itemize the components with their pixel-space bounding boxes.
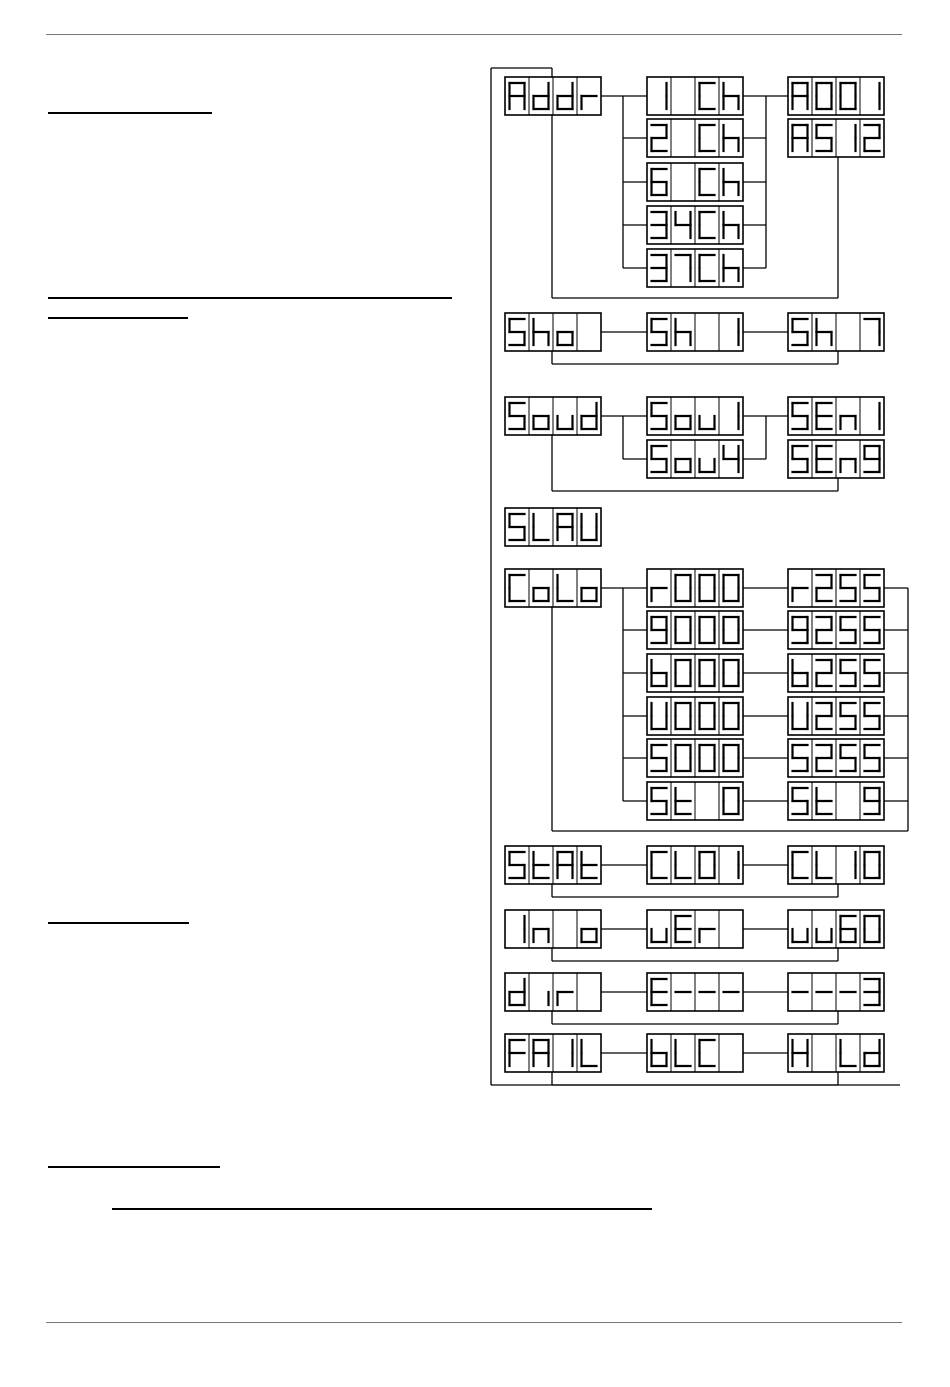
dir-value-0 <box>788 973 884 1011</box>
color-value-3 <box>788 697 884 735</box>
color-value-4 <box>788 739 884 777</box>
info-value-0 <box>788 910 884 948</box>
menu-stat-display <box>505 846 601 884</box>
menu-slave-display <box>505 508 601 546</box>
color-option-3 <box>647 697 743 735</box>
menu-dir-display <box>505 973 601 1011</box>
fail-option-0 <box>647 1034 743 1072</box>
addr-option-0 <box>647 77 743 115</box>
menu-sound-display <box>505 397 601 435</box>
addr-option-4 <box>647 249 743 287</box>
dir-option-0 <box>647 973 743 1011</box>
color-option-5 <box>647 782 743 820</box>
menu-color-display <box>505 569 601 607</box>
menu-fail-display <box>505 1034 601 1072</box>
show-option-0 <box>647 313 743 351</box>
color-value-2 <box>788 654 884 692</box>
color-option-0 <box>647 569 743 607</box>
color-value-0 <box>788 569 884 607</box>
addr-option-1 <box>647 119 743 157</box>
addr-value-0 <box>788 77 884 115</box>
stat-option-0 <box>647 846 743 884</box>
menu-addr-display <box>505 77 601 115</box>
color-option-2 <box>647 654 743 692</box>
color-option-4 <box>647 739 743 777</box>
addr-option-2 <box>647 163 743 201</box>
stat-value-0 <box>788 846 884 884</box>
fail-value-0 <box>788 1034 884 1072</box>
info-option-0 <box>647 910 743 948</box>
color-value-5 <box>788 782 884 820</box>
show-value-0 <box>788 313 884 351</box>
sound-value-0 <box>788 397 884 435</box>
addr-value-1 <box>788 119 884 157</box>
menu-show-display <box>505 313 601 351</box>
sound-option-0 <box>647 397 743 435</box>
addr-option-3 <box>647 206 743 244</box>
sound-value-1 <box>788 440 884 478</box>
color-value-1 <box>788 611 884 649</box>
menu-info-display <box>505 910 601 948</box>
sound-option-1 <box>647 440 743 478</box>
color-option-1 <box>647 611 743 649</box>
